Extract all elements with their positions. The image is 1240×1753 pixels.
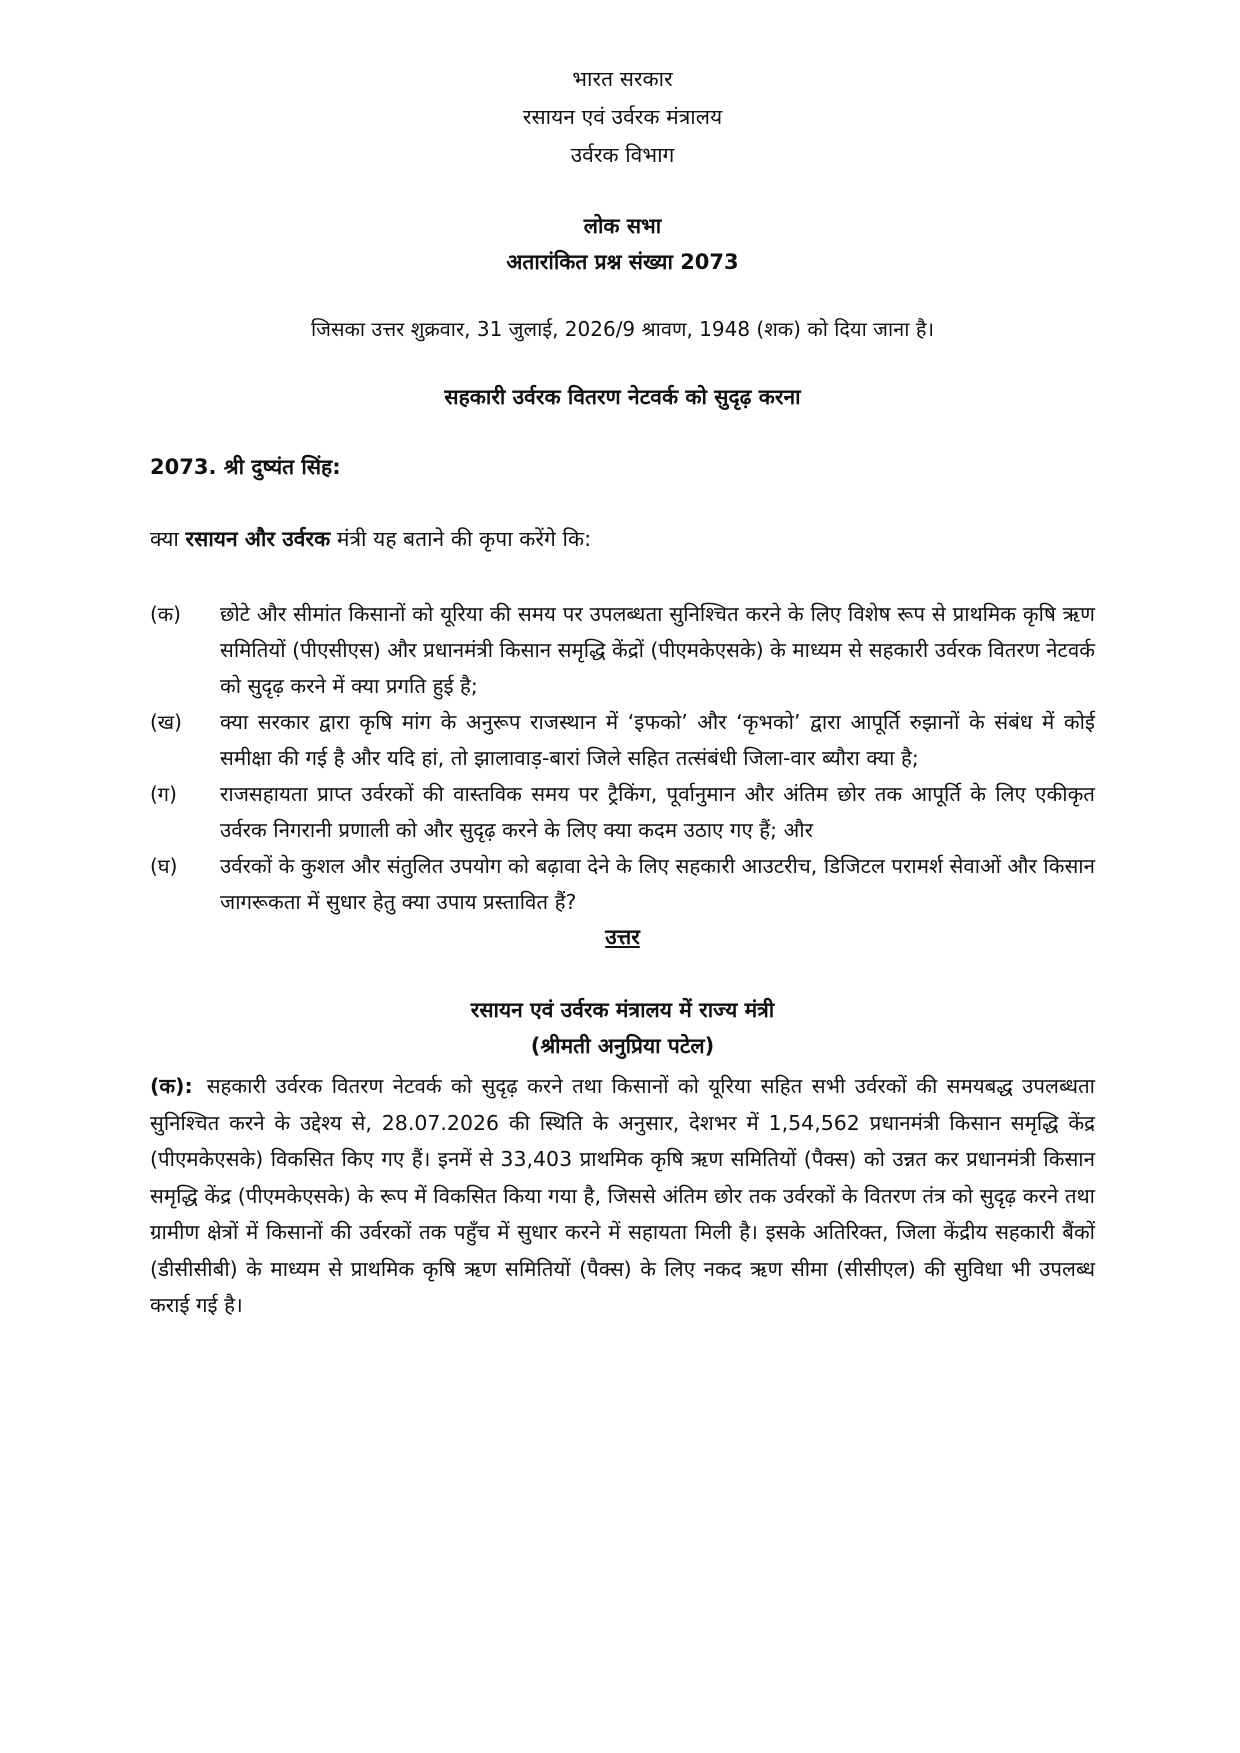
question-label: (क)	[150, 602, 181, 626]
header-ministry: रसायन एवं उर्वरक मंत्रालय	[522, 105, 723, 129]
question-label: (ग)	[150, 782, 177, 806]
ask-prefix: क्या	[150, 527, 179, 551]
document-header	[150, 60, 1095, 174]
answer-paragraph	[150, 1068, 1095, 1324]
subject-heading: सहकारी उर्वरक वितरण नेटवर्क को सुदृढ़ करना	[444, 385, 801, 409]
question-label: (घ)	[150, 854, 178, 878]
question-list	[150, 596, 1095, 920]
question-text: छोटे और सीमांत किसानों को यूरिया की समय पर उपलब्धता सुनिश्चित करने के लिए विशेष रूप से प्राथमिक कृषि ऋण समितियों (पीएसीएस) और प्रधानमंत्री किसान समृद्धि केंद्रों (पीएमकेएसके) के माध्यम से सहकारी उर्वरक वितरण नेटवर्क को सुदृढ़ करने में क्या प्रगति हुई है;	[220, 602, 1095, 698]
header-department: उर्वरक विभाग	[570, 143, 675, 167]
ask-minister: रसायन और उर्वरक	[185, 527, 331, 551]
question-text: उर्वरकों के कुशल और संतुलित उपयोग को बढ़ावा देने के लिए सहकारी आउटरीच, डिजिटल परामर्श सेवाओं और किसान जागरूकता में सुधार हेतु क्या उपाय प्रस्तावित हैं?	[220, 854, 1095, 914]
minister-name: (श्रीमती अनुप्रिया पटेल)	[530, 1034, 715, 1058]
ask-line	[150, 524, 1095, 554]
question-item	[150, 848, 1095, 920]
house-block	[150, 208, 1095, 280]
question-text: क्या सरकार द्वारा कृषि मांग के अनुरूप राजस्थान में ‘इफको’ और ‘कृभको’ द्वारा आपूर्ति रुझानों के संबंध में कोई समीक्षा की गई है और यदि हां, तो झालावाड़-बारां जिले सहित तत्संबंधी जिला-वार ब्यौरा क्या है;	[220, 710, 1095, 770]
question-label: (ख)	[150, 710, 182, 734]
question-item	[150, 776, 1095, 848]
question-text: राजसहायता प्राप्त उर्वरकों की वास्तविक समय पर ट्रैकिंग, पूर्वानुमान और अंतिम छोर तक आपूर्ति के लिए एकीकृत उर्वरक निगरानी प्रणाली को और सुदृढ़ करने के लिए क्या कदम उठाए गए हैं; और	[220, 782, 1095, 842]
header-government: भारत सरकार	[572, 67, 673, 91]
question-type: अतारांकित प्रश्न संख्या 2073	[506, 250, 739, 274]
question-number: 2073. श्री दुष्यंत सिंह:	[150, 455, 341, 479]
answer-label: (क):	[150, 1074, 193, 1098]
house-name: लोक सभा	[583, 214, 662, 238]
answer-heading: उत्तर	[605, 925, 640, 949]
answer-text: सहकारी उर्वरक वितरण नेटवर्क को सुदृढ़ करने तथा किसानों को यूरिया सहित सभी उर्वरकों की समयबद्ध उपलब्धता सुनिश्चित करने के उद्देश्य से, 28.07.2026 की स्थिति के अनुसार, देशभर में 1,54,562 प्रधानमंत्री किसान समृद्धि केंद्र (पीएमकेएसके) विकसित किए गए हैं। इनमें से 33,403 प्राथमिक कृषि ऋण समितियों (पैक्स) को उन्नत कर प्रधानमंत्री किसान समृद्धि केंद्र (पीएमकेएसके) के रूप में विकसित किया गया है, जिससे अंतिम छोर तक उर्वरकों के वितरण तंत्र को सुदृढ़ करने तथा ग्रामीण क्षेत्रों में किसानों की उर्वरकों तक पहुँच में सुधार करने में सहायता मिली है। इसके अतिरिक्त, जिला केंद्रीय सहकारी बैंकों (डीसीसीबी) के माध्यम से प्राथमिक कृषि ऋण समितियों (पैक्स) के लिए नकद ऋण सीमा (सीसीएल) की सुविधा भी उपलब्ध कराई गई है।	[150, 1074, 1095, 1317]
ask-suffix: मंत्री यह बताने की कृपा करेंगे कि:	[336, 527, 592, 551]
minister-block	[150, 992, 1095, 1064]
document-page	[150, 60, 1095, 1324]
question-item	[150, 596, 1095, 704]
minister-title: रसायन एवं उर्वरक मंत्रालय में राज्य मंत्री	[470, 998, 775, 1022]
answer-date: जिसका उत्तर शुक्रवार, 31 जुलाई, 2026/9 श्रावण, 1948 (शक) को दिया जाना है।	[310, 317, 935, 341]
question-item	[150, 704, 1095, 776]
